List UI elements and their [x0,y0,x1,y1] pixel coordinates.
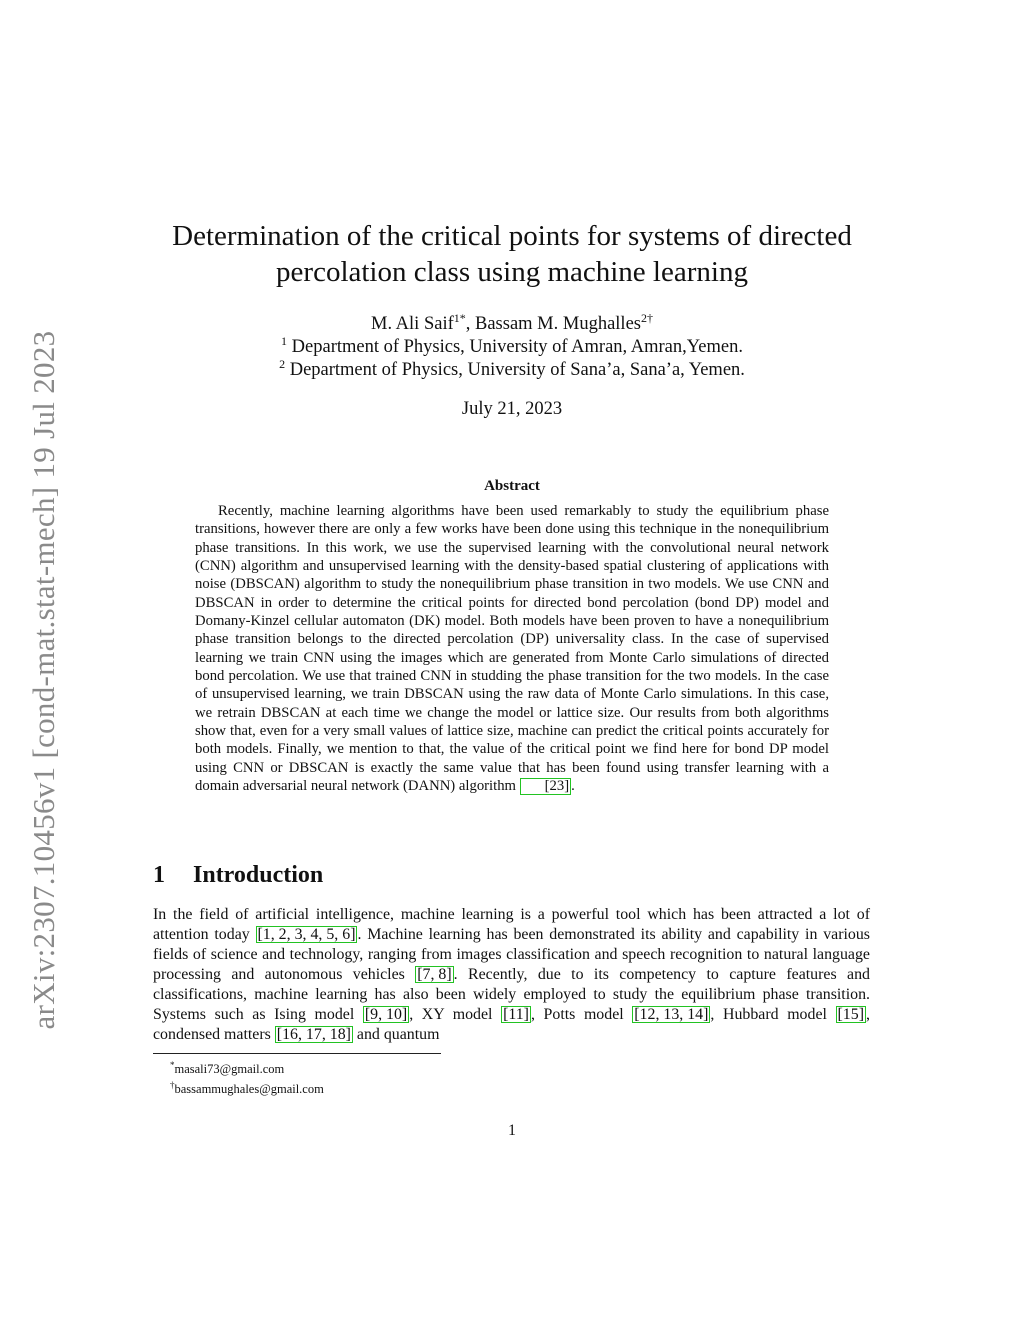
section-heading [153,862,323,889]
citation-link[interactable]: [9, 10] [364,1006,408,1023]
footnote-mark: † [170,1080,175,1091]
author-names [150,310,874,336]
footnote [170,1057,324,1077]
citation-link[interactable]: [1, 2, 3, 4, 5, 6] [257,926,356,943]
footnote [170,1077,324,1097]
author-separator: , [465,314,475,334]
citation-link[interactable]: [11] [503,1006,529,1023]
affiliation [150,356,874,382]
intro-text: , XY model [409,1006,502,1023]
title-line: percolation class using machine learning [276,256,748,288]
paper-title [150,218,874,290]
footnotes [170,1057,324,1097]
citation-link[interactable]: [23] [520,778,571,795]
section-number: 1 [153,862,165,888]
affiliation-mark: 1 [281,333,288,348]
footnote-email[interactable]: masali73@gmail.com [174,1062,285,1077]
page-number: 1 [508,1122,516,1139]
citation-link[interactable]: [16, 17, 18] [276,1026,351,1043]
arxiv-identifier[interactable]: arXiv:2307.10456v1 [cond-mat.stat-mech] 19 Jul 2023 [26,330,61,1030]
intro-text: , condensed matters [153,1006,870,1043]
citation-link[interactable]: [7, 8] [417,966,452,983]
intro-text: In the field of artificial intelligence, machine learning is a powerful tool which has been attracted a lot of attention today [153,906,870,943]
author-name: Bassam M. Mughalles [475,314,641,334]
intro-text: . Recently, due to its competency to capture features and classifications, machine learning has also been widely employed to study the equilibrium phase transition. Systems such as Ising model [153,966,870,1023]
intro-text: and quantum [352,1026,440,1043]
footnote-email[interactable]: bassammughales@gmail.com [174,1082,324,1097]
author-block [150,310,874,382]
intro-text: . Machine learning has been demonstrated its ability and capability in various fields of science and technology, ranging from images classification and speech recognition to natural language processing and autonomous vehicles [153,926,870,983]
author-mark: 1* [453,310,466,325]
abstract-end: . [571,778,575,795]
citation-link[interactable]: [15] [837,1006,864,1023]
abstract-heading: Abstract [484,478,540,494]
affiliation [150,333,874,359]
abstract-text: Recently, machine learning algorithms have been used remarkably to study the equilibrium phase transitions, however there are only a few works have been done using this technique in the nonequilibrium phase transitions. In this work, we use the supervised learning with the convolutional neural network (CNN) algorithm and unsupervised learning with the density-based spatial clustering of applications with noise (DBSCAN) algorithm to study the nonequilibrium phase transition in two models. We use CNN and DBSCAN in order to determine the critical points for directed bond percolation (bond DP) model and Domany-Kinzel cellular automaton (DK) model. Both models have been proven to have a nonequilibrium phase transition belongs to the directed percolation (DP) universality class. In the case of supervised learning we train CNN using the images which are generated from Monte Carlo simulations of directed bond percolation. We use that trained CNN in studding the phase transition for the two models. In the case of unsupervised learning, we train DBSCAN using the raw data of Monte Carlo simulations. In this case, we retrain DBSCAN at each time we change the model or lattice size. Our results from both algorithms show that, even for a very small values of lattice size, machine can predict the critical points accurately for both models. Finally, we mention to that, the value of the critical point we find here for bond DP model using CNN or DBSCAN is exactly the same value that has been found using transfer learning with a domain adversarial neural network (DANN) algorithm [195,503,829,795]
affiliation-mark: 2 [279,356,286,371]
section-title: Introduction [193,862,324,888]
affiliation-text: Department of Physics, University of Amran, Amran,Yemen. [287,337,743,357]
author-mark: 2† [640,310,653,325]
affiliation-text: Department of Physics, University of Sana’a, Sana’a, Yemen. [285,360,745,380]
intro-paragraph [153,905,870,1045]
intro-text: , Hubbard model [710,1006,836,1023]
footnote-mark: * [170,1060,175,1070]
footnote-divider [153,1053,441,1054]
abstract-body [195,502,829,796]
author-name: M. Ali Saif [371,314,454,334]
citation-link[interactable]: [12, 13, 14] [634,1006,709,1023]
title-line: Determination of the critical points for systems of directed [172,220,852,252]
paper-date: July 21, 2023 [461,399,563,419]
intro-text: , Potts model [530,1006,633,1023]
